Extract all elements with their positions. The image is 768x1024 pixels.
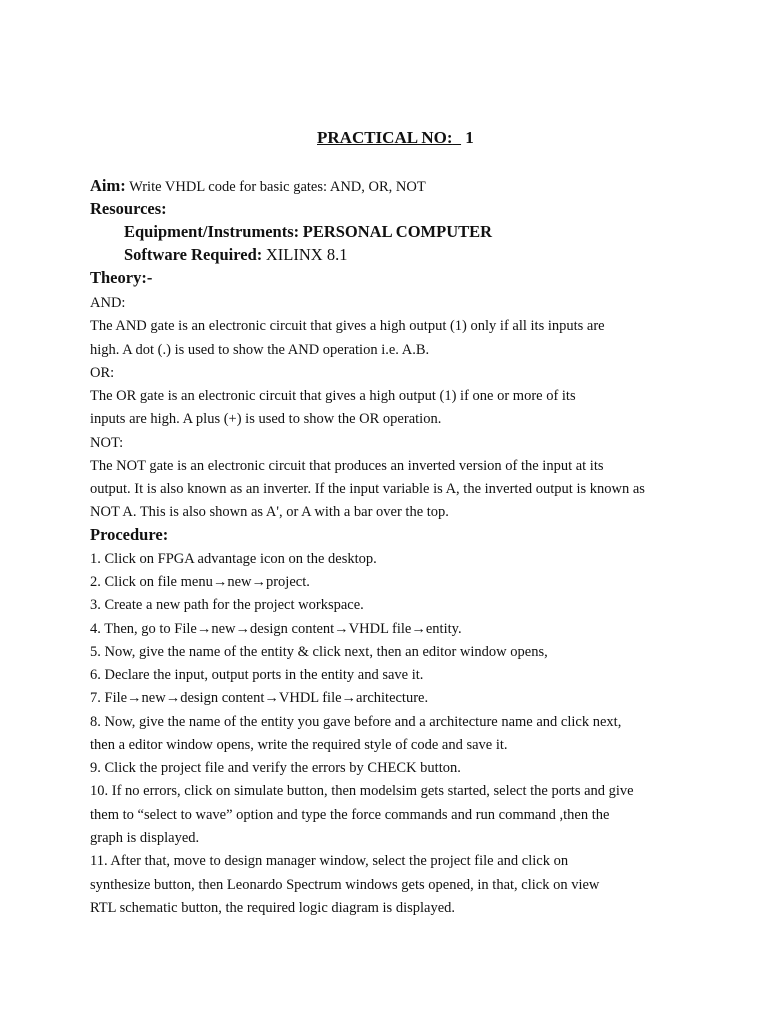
not-text-line: output. It is also known as an inverter. If the input variable is A, the inverted output is known as	[90, 481, 645, 497]
procedure-line: then a editor window opens, write the required style of code and save it.	[90, 737, 508, 753]
procedure-line: 10. If no errors, click on simulate button, then modelsim gets started, select the ports and give	[90, 783, 634, 799]
procedure-line: graph is displayed.	[90, 830, 200, 846]
not-text-line: NOT A. This is also shown as A', or A with a bar over the top.	[90, 504, 449, 520]
procedure-line: 5. Now, give the name of the entity & click next, then an editor window opens,	[90, 644, 548, 660]
procedure-line: synthesize button, then Leonardo Spectrum windows gets opened, in that, click on view	[90, 877, 600, 893]
software-line	[124, 246, 347, 265]
procedure-line: 11. After that, move to design manager window, select the project file and click on	[90, 853, 569, 869]
and-text-line: high. A dot (.) is used to show the AND operation i.e. A.B.	[90, 342, 430, 358]
equipment-label: Equipment/Instruments:	[124, 222, 300, 241]
procedure-line: 3. Create a new path for the project workspace.	[90, 597, 364, 613]
or-text-line: inputs are high. A plus (+) is used to show the OR operation.	[90, 411, 442, 427]
and-text-line: The AND gate is an electronic circuit that gives a high output (1) only if all its inputs are	[90, 318, 605, 334]
aim-text: Write VHDL code for basic gates: AND, OR, NOT	[129, 179, 426, 195]
equipment-line	[124, 223, 492, 242]
theory-heading: Theory:-	[90, 268, 153, 287]
procedure-line: them to “select to wave” option and type the force commands and run command ,then the	[90, 807, 610, 823]
procedure-heading: Procedure:	[90, 525, 169, 544]
aim-label: Aim:	[90, 176, 126, 195]
equipment-value: PERSONAL COMPUTER	[302, 222, 493, 241]
resources-heading: Resources:	[90, 199, 167, 218]
software-value: XILINX 8.1	[265, 245, 348, 264]
procedure-line: 1. Click on FPGA advantage icon on the desktop.	[90, 551, 377, 567]
aim-line	[90, 177, 426, 196]
procedure-line: 8. Now, give the name of the entity you gave before and a architecture name and click next,	[90, 714, 622, 730]
page-title	[317, 128, 474, 148]
procedure-line: 7. File→new→design content→VHDL file→architecture.	[90, 690, 429, 706]
practical-label: PRACTICAL NO:	[317, 128, 453, 147]
procedure-line: 6. Declare the input, output ports in the entity and save it.	[90, 667, 424, 683]
not-text-line: The NOT gate is an electronic circuit that produces an inverted version of the input at its	[90, 458, 604, 474]
procedure-line: RTL schematic button, the required logic diagram is displayed.	[90, 900, 456, 916]
and-label: AND:	[90, 295, 126, 311]
procedure-line: 9. Click the project file and verify the errors by CHECK button.	[90, 760, 461, 776]
not-label: NOT:	[90, 435, 124, 451]
software-label: Software Required:	[124, 245, 263, 264]
procedure-line: 4. Then, go to File→new→design content→VHDL file→entity.	[90, 621, 462, 637]
or-text-line: The OR gate is an electronic circuit that gives a high output (1) if one or more of its	[90, 388, 576, 404]
or-label: OR:	[90, 365, 115, 381]
practical-number: 1	[465, 128, 474, 147]
procedure-line: 2. Click on file menu→new→project.	[90, 574, 310, 590]
